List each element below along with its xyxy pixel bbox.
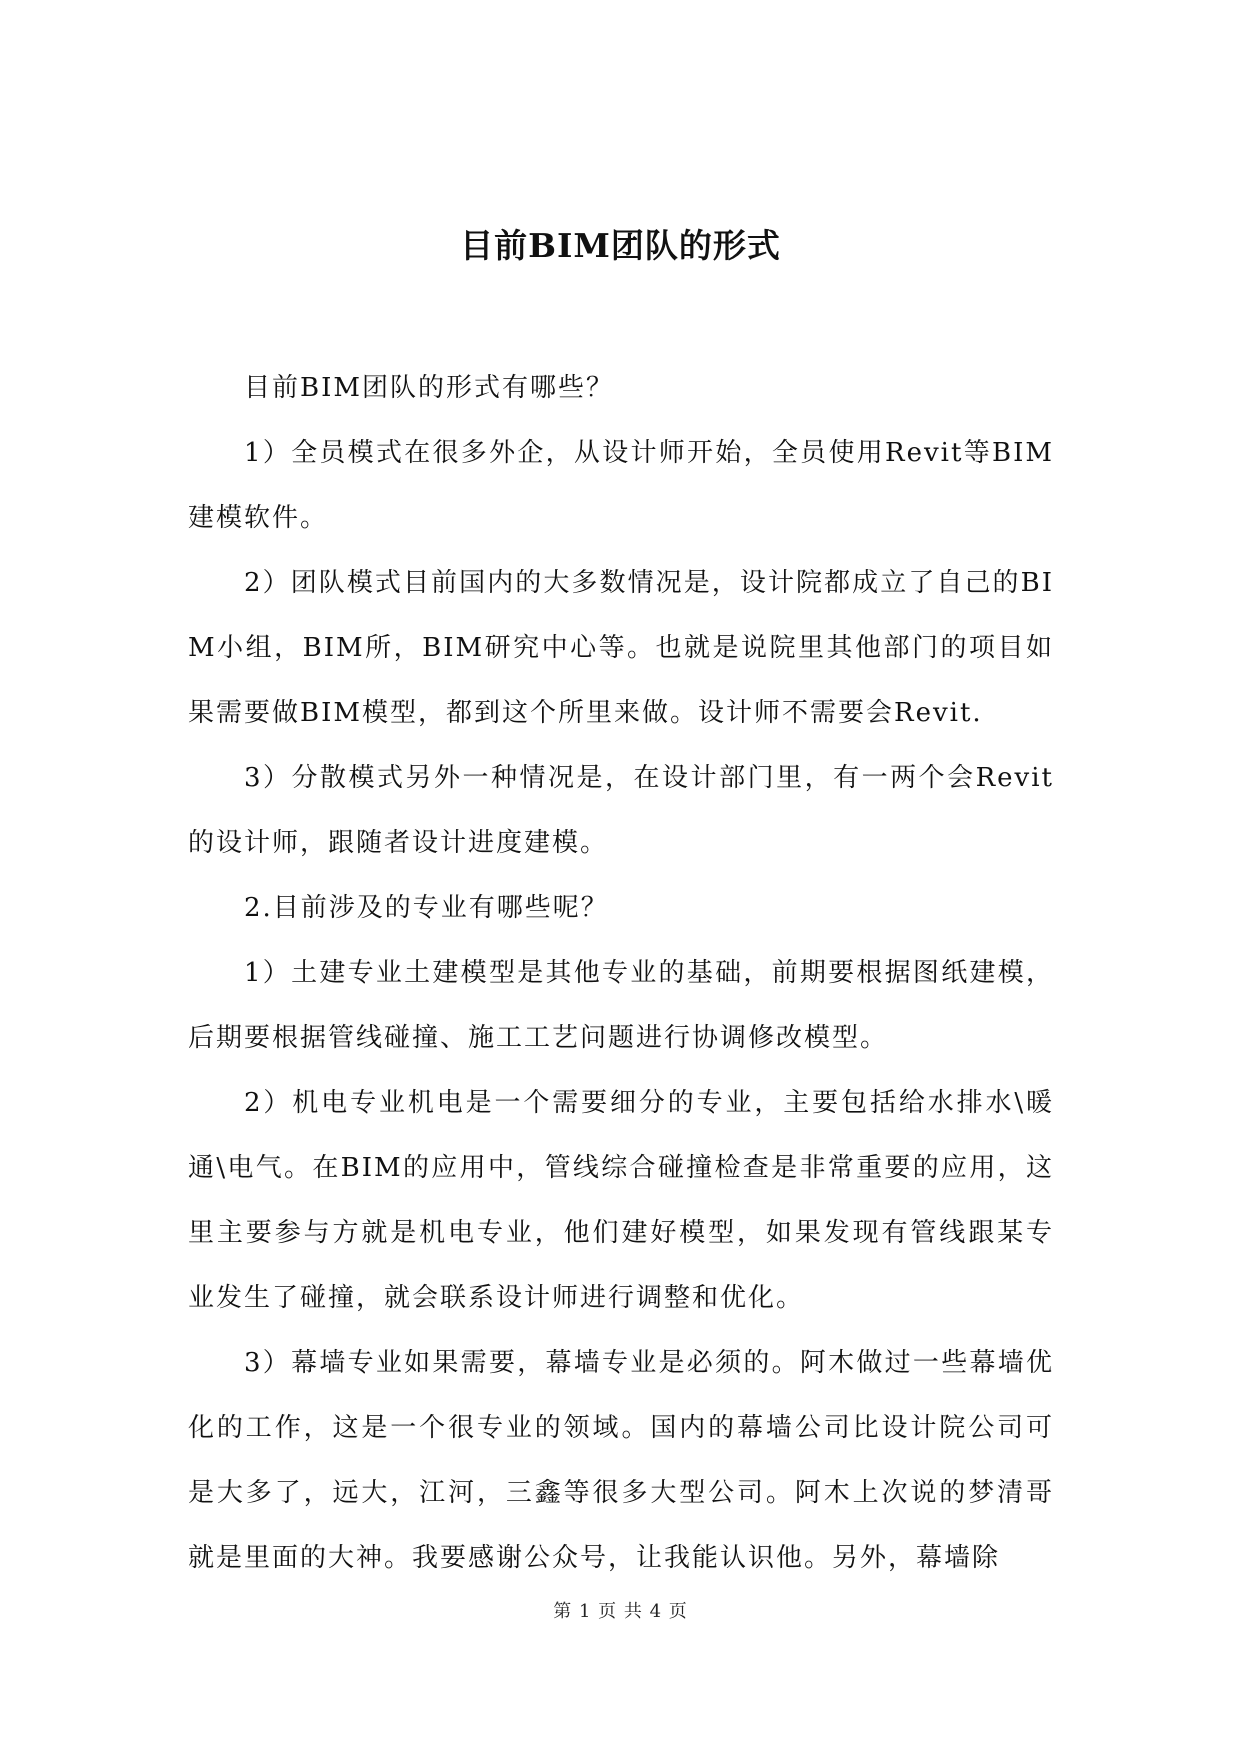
- paragraph: 1）全员模式在很多外企，从设计师开始，全员使用Revit等BIM建模软件。: [188, 438, 1054, 533]
- paragraph: 目前BIM团队的形式有哪些？: [244, 373, 614, 403]
- paragraph: 1）土建专业土建模型是其他专业的基础，前期要根据图纸建模，后期要根据管线碰撞、施工工艺问题进行协调修改模型。: [188, 958, 1054, 1053]
- paragraph: 3）分散模式另外一种情况是，在设计部门里，有一两个会Revit的设计师，跟随者设计进度建模。: [188, 763, 1054, 858]
- page-footer: 第 1 页 共 4 页: [553, 1601, 688, 1622]
- paragraph: 2）团队模式目前国内的大多数情况是，设计院都成立了自己的BIM小组，BIM所，BIM研究中心等。也就是说院里其他部门的项目如果需要做BIM模型，都到这个所里来做。设计师不需要会Revit.: [188, 568, 1054, 728]
- document-body: [188, 356, 1054, 1591]
- paragraph: 2.目前涉及的专业有哪些呢？: [244, 893, 609, 923]
- paragraph: 2）机电专业机电是一个需要细分的专业，主要包括给水排水\暖通\电气。在BIM的应用中，管线综合碰撞检查是非常重要的应用，这里主要参与方就是机电专业，他们建好模型，如果发现有管线跟某专业发生了碰撞，就会联系设计师进行调整和优化。: [188, 1088, 1054, 1313]
- paragraph: 3）幕墙专业如果需要，幕墙专业是必须的。阿木做过一些幕墙优化的工作，这是一个很专业的领域。国内的幕墙公司比设计院公司可是大多了，远大，江河，三鑫等很多大型公司。阿木上次说的梦清哥就是里面的大神。我要感谢公众号，让我能认识他。另外，幕墙除: [188, 1348, 1054, 1573]
- document-title: 目前BIM团队的形式: [460, 226, 781, 265]
